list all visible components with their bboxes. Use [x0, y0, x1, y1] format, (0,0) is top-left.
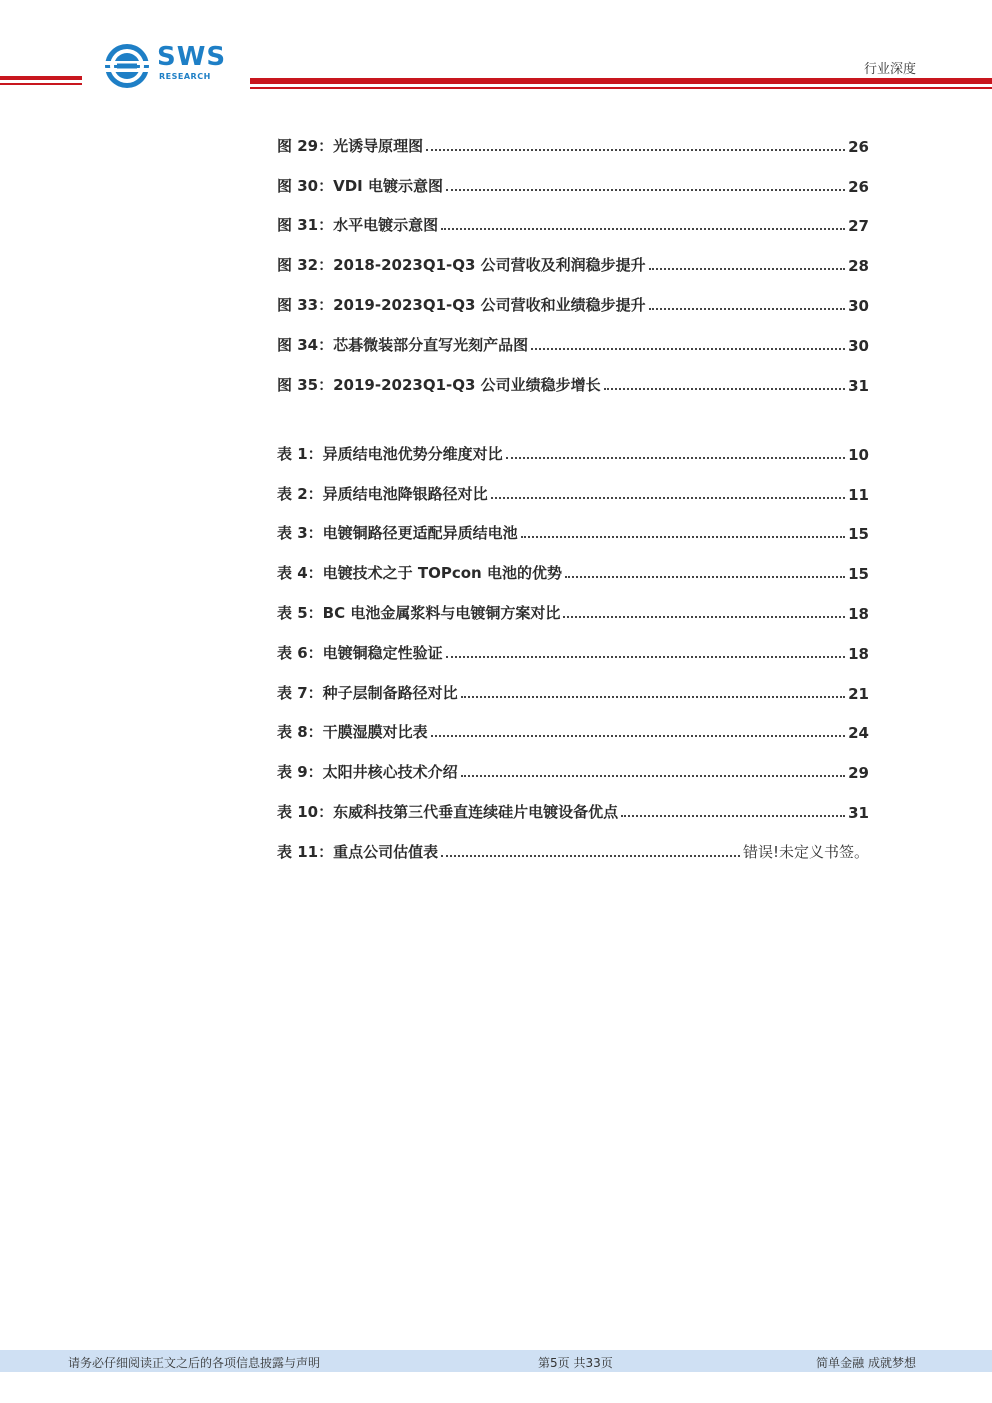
footer-page-info: 第5页 共33页 — [538, 1356, 613, 1370]
table-entry[interactable] — [277, 792, 869, 832]
table-entry[interactable] — [277, 832, 869, 872]
table-entry-page-number: 10 — [848, 445, 869, 464]
table-entry-page-number: 29 — [848, 764, 869, 783]
header-rule-left — [0, 76, 82, 80]
logo-subtext: RESEARCH — [159, 72, 211, 81]
table-entry[interactable] — [277, 434, 869, 474]
figure-entry-page-number: 30 — [848, 296, 869, 315]
dot-leader — [649, 308, 845, 310]
dot-leader — [491, 497, 845, 499]
dot-leader — [604, 388, 845, 390]
table-entry[interactable] — [277, 553, 869, 593]
dot-leader — [649, 268, 845, 270]
table-entry[interactable] — [277, 514, 869, 554]
table-entry-label: 表 8：干膜湿膜对比表 — [277, 723, 428, 742]
figure-entry-page-number: 26 — [848, 137, 869, 156]
table-entry-page-number: 18 — [848, 604, 869, 623]
table-entry-label: 表 6：电镀铜稳定性验证 — [277, 643, 443, 662]
figure-entry[interactable] — [277, 285, 869, 325]
figure-entry[interactable] — [277, 365, 869, 405]
figure-entry-label: 图 30：VDI 电镀示意图 — [277, 176, 443, 195]
dot-leader — [521, 536, 845, 538]
dot-leader — [621, 815, 845, 817]
footer-disclaimer: 请务必仔细阅读正文之后的各项信息披露与声明 — [68, 1356, 321, 1370]
table-entry[interactable] — [277, 593, 869, 633]
footer-slogan: 简单金融 成就梦想 — [816, 1356, 916, 1370]
dot-leader — [446, 189, 845, 191]
table-entry-page-number: 21 — [848, 684, 869, 703]
header-rule-right-thin — [250, 87, 992, 89]
figure-entry[interactable] — [277, 206, 869, 246]
table-entry[interactable] — [277, 713, 869, 753]
dot-leader — [441, 228, 845, 230]
dot-leader — [565, 576, 845, 578]
table-list — [277, 434, 869, 872]
table-entry-page-number: 18 — [848, 644, 869, 663]
table-entry-label: 表 9：太阳井核心技术介绍 — [277, 763, 458, 782]
report-category: 行业深度 — [863, 62, 916, 77]
table-entry-page-number: 错误!未定义书签。 — [742, 842, 869, 861]
figure-entry[interactable] — [277, 166, 869, 206]
figure-entry-page-number: 30 — [848, 336, 869, 355]
logo-text: SWS — [157, 42, 227, 72]
table-entry-page-number: 15 — [848, 565, 869, 584]
sws-logo-mark-icon — [103, 42, 151, 90]
table-entry-page-number: 11 — [848, 485, 869, 504]
table-entry[interactable] — [277, 474, 869, 514]
dot-leader — [461, 775, 845, 777]
table-entry-label: 表 5：BC 电池金属浆料与电镀铜方案对比 — [277, 603, 561, 622]
header-rule-left-thin — [0, 83, 82, 85]
dot-leader — [431, 735, 845, 737]
figure-entry-page-number: 28 — [848, 257, 869, 276]
table-entry-page-number: 31 — [848, 803, 869, 822]
table-entry-page-number: 15 — [848, 525, 869, 544]
figure-entry[interactable] — [277, 325, 869, 365]
table-entry-label: 表 1：异质结电池优势分维度对比 — [277, 444, 503, 463]
figure-entry-label: 图 29：光诱导原理图 — [277, 136, 424, 155]
table-entry[interactable] — [277, 752, 869, 792]
table-entry-label: 表 10：东威科技第三代垂直连续硅片电镀设备优点 — [277, 802, 619, 821]
figure-entry-label: 图 33：2019-2023Q1-Q3 公司营收和业绩稳步提升 — [277, 295, 646, 314]
figure-entry-label: 图 31：水平电镀示意图 — [277, 216, 439, 235]
table-entry-label: 表 3：电镀铜路径更适配异质结电池 — [277, 524, 518, 543]
figure-entry-label: 图 32：2018-2023Q1-Q3 公司营收及利润稳步提升 — [277, 256, 646, 275]
dot-leader — [446, 656, 845, 658]
table-entry-label: 表 11：重点公司估值表 — [277, 842, 439, 861]
table-entry-page-number: 24 — [848, 724, 869, 743]
figure-entry[interactable] — [277, 245, 869, 285]
figure-entry-page-number: 31 — [848, 376, 869, 395]
figure-list — [277, 126, 869, 405]
dot-leader — [441, 855, 740, 857]
figure-entry-page-number: 27 — [848, 217, 869, 236]
table-entry-label: 表 7：种子层制备路径对比 — [277, 683, 458, 702]
figure-entry-label: 图 34：芯碁微装部分直写光刻产品图 — [277, 335, 529, 354]
header-rule-right — [250, 78, 992, 84]
dot-leader — [506, 457, 845, 459]
dot-leader — [426, 149, 845, 151]
figure-entry-page-number: 26 — [848, 177, 869, 196]
sws-logo — [103, 40, 233, 90]
table-entry-label: 表 2：异质结电池降银路径对比 — [277, 484, 488, 503]
table-entry[interactable] — [277, 673, 869, 713]
dot-leader — [461, 696, 845, 698]
dot-leader — [563, 616, 845, 618]
dot-leader — [531, 348, 845, 350]
figure-entry[interactable] — [277, 126, 869, 166]
table-entry-label: 表 4：电镀技术之于 TOPcon 电池的优势 — [277, 564, 562, 583]
figure-entry-label: 图 35：2019-2023Q1-Q3 公司业绩稳步增长 — [277, 375, 601, 394]
table-entry[interactable] — [277, 633, 869, 673]
